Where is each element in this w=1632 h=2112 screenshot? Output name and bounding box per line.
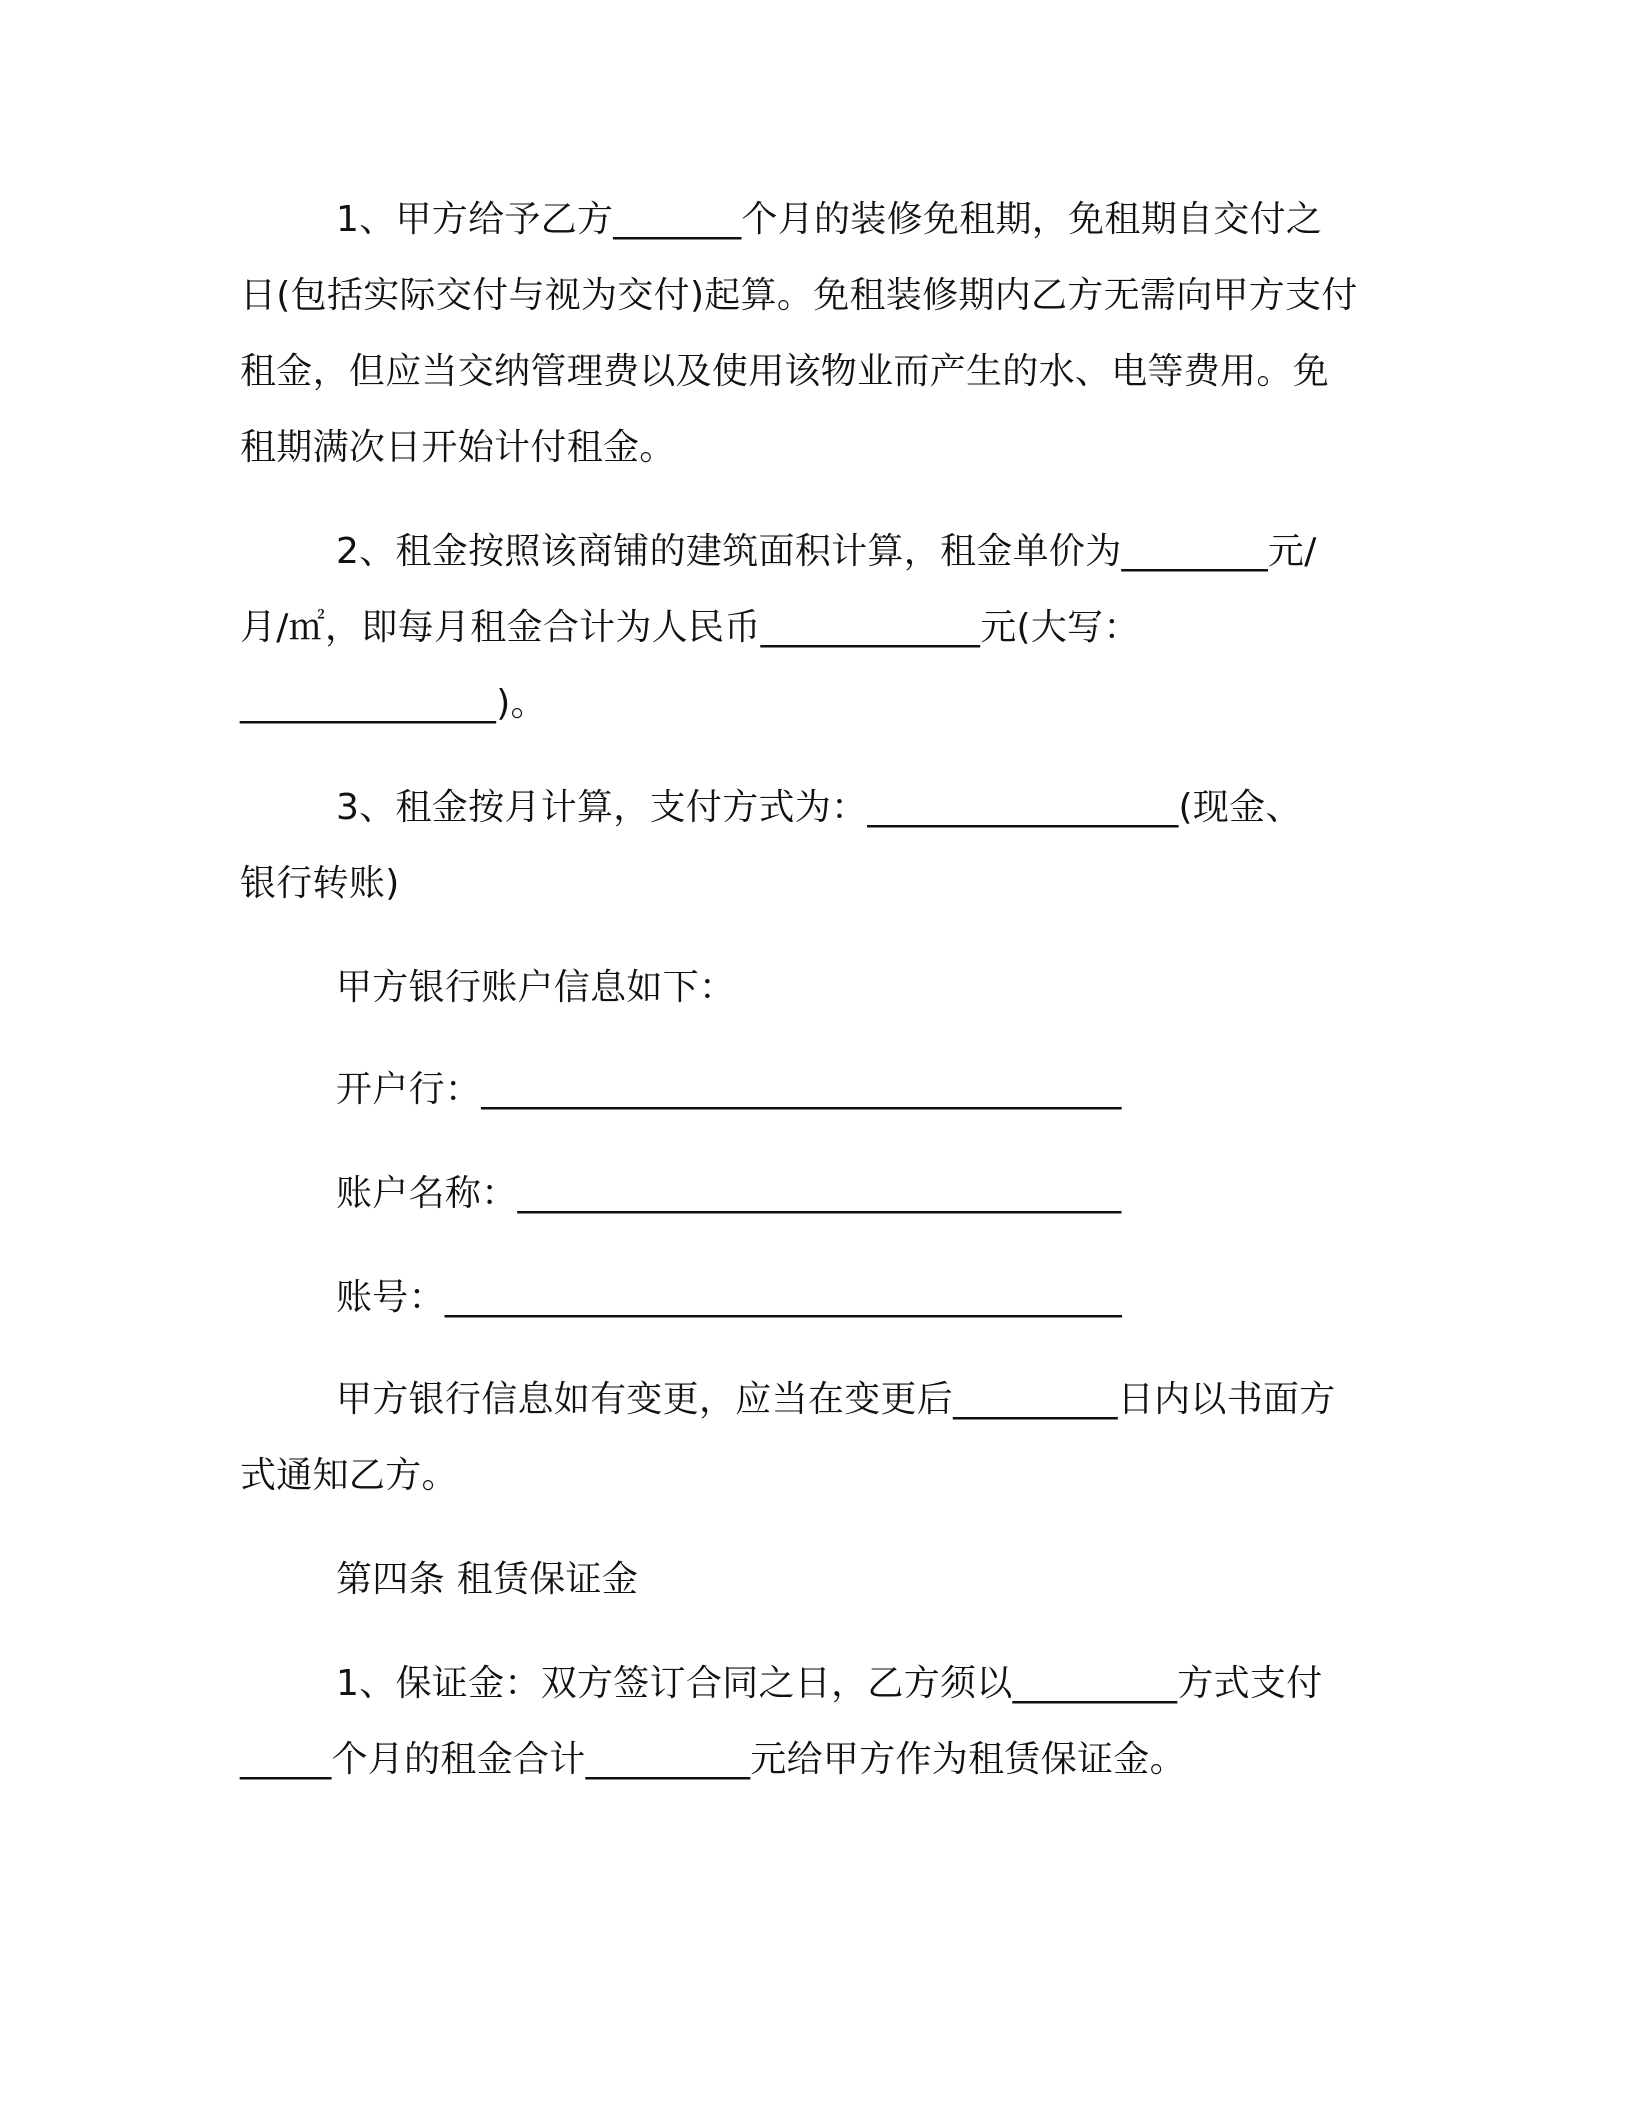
deposit-line-2: _____个月的租金合计_________元给甲方作为租赁保证金。 bbox=[240, 1739, 1186, 1780]
clause-2-line-1: 2、租金按照该商铺的建筑面积计算，租金单价为________元/ bbox=[336, 531, 1317, 572]
account-number-line: 账号：_____________________________________ bbox=[336, 1277, 1122, 1318]
clause-1-line-3: 租金，但应当交纳管理费以及使用该物业而产生的水、电等费用。免 bbox=[240, 351, 1330, 392]
clause-2-line-3: ______________)。 bbox=[240, 683, 547, 724]
clause-3-line-1: 3、租金按月计算，支付方式为：_________________(现金、 bbox=[336, 787, 1302, 828]
clause-2-line-2: 月/㎡，即每月租金合计为人民币____________元(大写： bbox=[240, 607, 1140, 648]
account-name-line: 账户名称：_________________________________ bbox=[336, 1173, 1122, 1214]
bank-info-heading: 甲方银行账户信息如下： bbox=[336, 967, 736, 1008]
clause-1-line-4: 租期满次日开始计付租金。 bbox=[240, 427, 676, 468]
article-4-heading: 第四条 租赁保证金 bbox=[336, 1559, 639, 1600]
clause-1-line-2: 日(包括实际交付与视为交付)起算。免租装修期内乙方无需向甲方支付 bbox=[240, 275, 1358, 316]
clause-1-line-1: 1、甲方给予乙方_______个月的装修免租期，免租期自交付之 bbox=[336, 199, 1323, 240]
deposit-line-1: 1、保证金：双方签订合同之日，乙方须以_________方式支付 bbox=[336, 1663, 1323, 1704]
clause-3-line-2: 银行转账) bbox=[240, 863, 400, 904]
bank-change-line-1: 甲方银行信息如有变更，应当在变更后_________日内以书面方 bbox=[336, 1379, 1336, 1420]
bank-name-line: 开户行：___________________________________ bbox=[336, 1069, 1122, 1110]
bank-change-line-2: 式通知乙方。 bbox=[240, 1455, 458, 1496]
